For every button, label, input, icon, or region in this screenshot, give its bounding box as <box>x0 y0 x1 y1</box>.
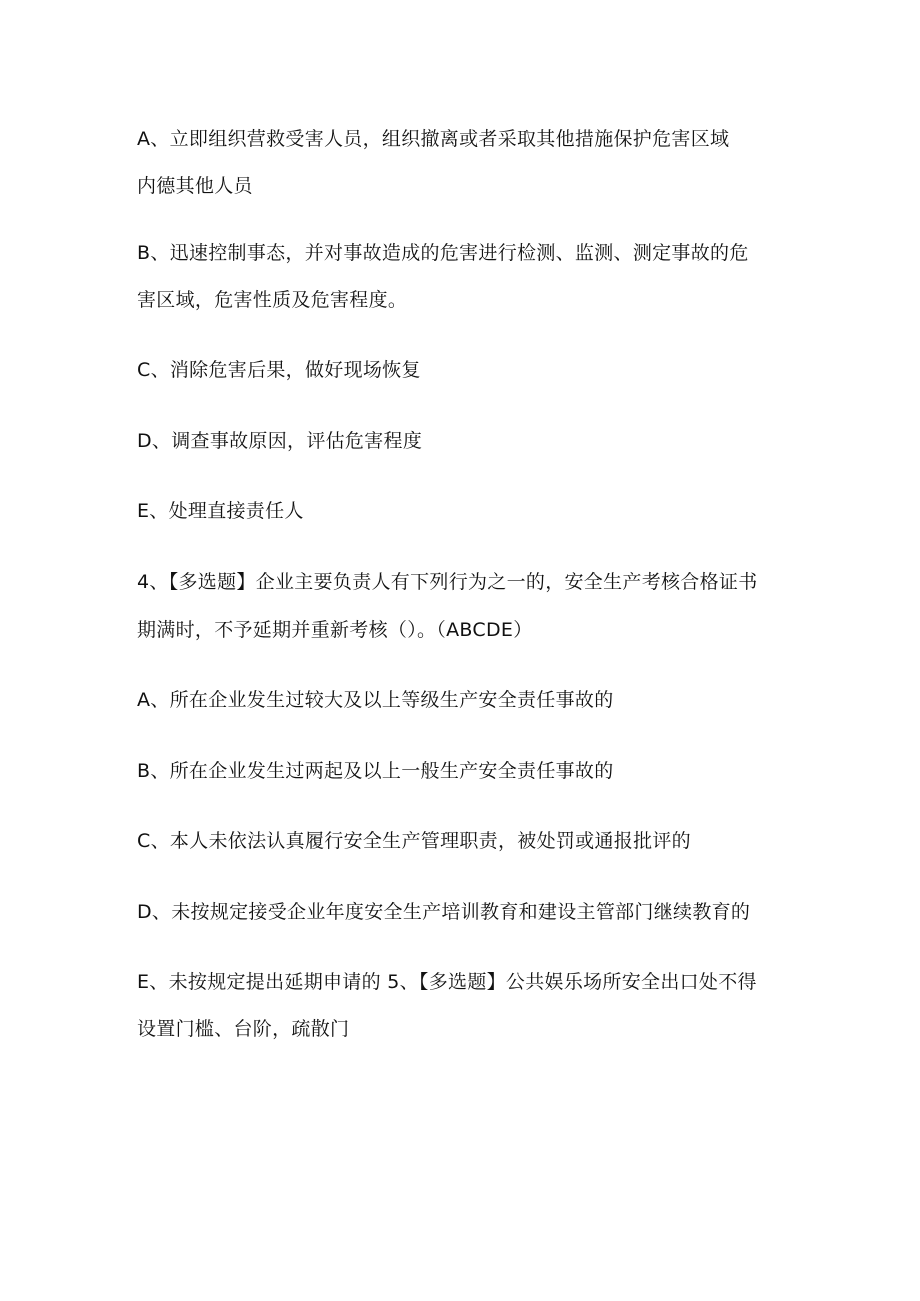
q4-option-d: D、未按规定接受企业年度安全生产培训教育和建设主管部门继续教育的 <box>137 901 751 923</box>
q4-option-b: B、所在企业发生过两起及以上一般生产安全责任事故的 <box>137 760 614 782</box>
option-e: E、处理直接责任人 <box>137 500 304 522</box>
q4-option-e-and-question-5: E、未按规定提出延期申请的 5、【多选题】公共娱乐场所安全出口处不得 <box>137 971 757 993</box>
q4-option-c: C、本人未依法认真履行安全生产管理职责，被处罚或通报批评的 <box>137 830 691 852</box>
q4-option-a: A、所在企业发生过较大及以上等级生产安全责任事故的 <box>137 689 614 711</box>
option-a-line-1: A、立即组织营救受害人员，组织撤离或者采取其他措施保护危害区域 <box>137 128 730 150</box>
question-4-line-2: 期满时，不予延期并重新考核（）。（ABCDE） <box>137 619 533 641</box>
option-c: C、消除危害后果，做好现场恢复 <box>137 359 421 381</box>
question-4-line-1: 4、【多选题】企业主要负责人有下列行为之一的，安全生产考核合格证书 <box>137 571 758 593</box>
option-b-line-2: 害区域，危害性质及危害程度。 <box>137 289 408 311</box>
question-5-line-2: 设置门槛、台阶，疏散门 <box>137 1018 350 1040</box>
option-b-line-1: B、迅速控制事态，并对事故造成的危害进行检测、监测、测定事故的危 <box>137 242 749 264</box>
option-d: D、调查事故原因，评估危害程度 <box>137 430 423 452</box>
option-a-line-2: 内德其他人员 <box>137 175 253 197</box>
